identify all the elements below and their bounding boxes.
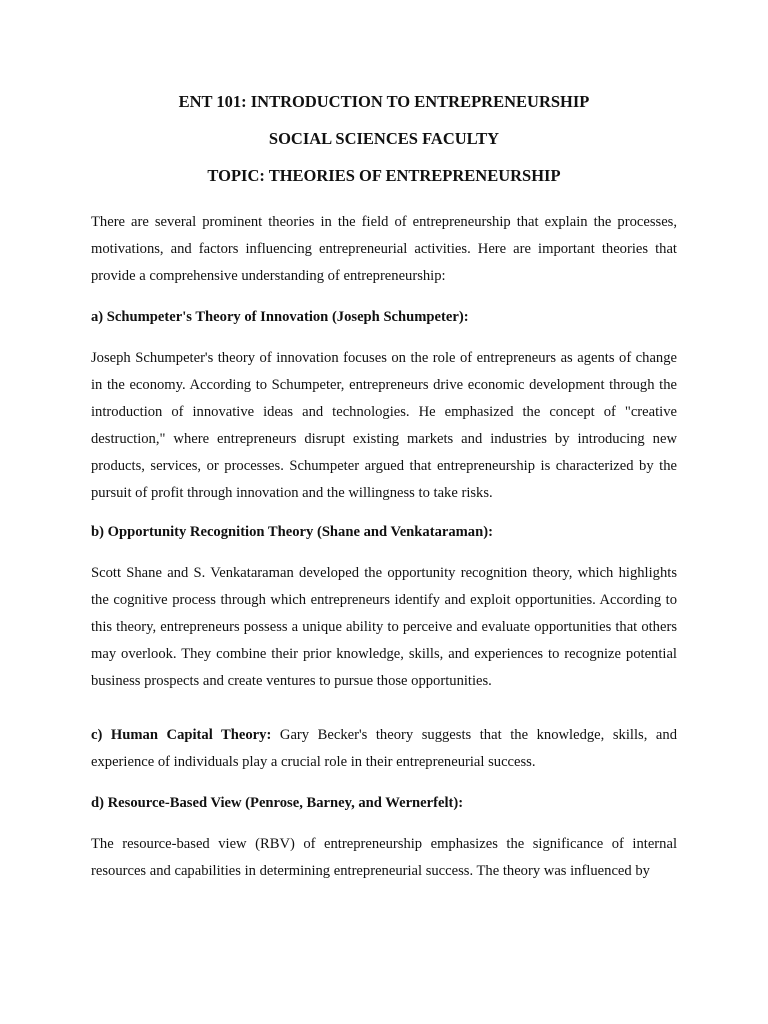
section-c-heading: c) Human Capital Theory: bbox=[91, 727, 272, 743]
intro-paragraph: There are several prominent theories in the field of entrepreneurship that explain the processes, motivations, and factors influencing entrepreneurial activities. Here are important theories that provide a comprehensive understanding of entrepreneurship: bbox=[91, 214, 677, 284]
section-d-heading: d) Resource-Based View (Penrose, Barney, and Wernerfelt): bbox=[91, 795, 464, 811]
topic-title: TOPIC: THEORIES OF ENTREPRENEURSHIP bbox=[207, 166, 561, 185]
section-c-body: Gary Becker's theory suggests that the knowledge, skills, and experience of individuals play a crucial role in their entrepreneurial success. bbox=[91, 727, 677, 770]
section-a-heading: a) Schumpeter's Theory of Innovation (Joseph Schumpeter): bbox=[91, 309, 469, 325]
section-d-paragraph: The resource-based view (RBV) of entrepreneurship emphasizes the significance of internal resources and capabilities in determining entrepreneurial success. The theory was influenced by bbox=[91, 836, 677, 879]
faculty-title: SOCIAL SCIENCES FACULTY bbox=[268, 129, 500, 148]
section-b-paragraph: Scott Shane and S. Venkataraman developed the opportunity recognition theory, which highlights the cognitive process through which entrepreneurs identify and exploit opportunities. According to this theory, entrepreneurs possess a unique ability to perceive and evaluate opportunities that others may overlook. They combine their prior knowledge, skills, and experiences to recognize potential business prospects and create ventures to pursue those opportunities. bbox=[91, 565, 677, 689]
section-b-heading: b) Opportunity Recognition Theory (Shane and Venkataraman): bbox=[91, 524, 493, 540]
section-a-paragraph: Joseph Schumpeter's theory of innovation focuses on the role of entrepreneurs as agents of change in the economy. According to Schumpeter, entrepreneurs drive economic development through the introduction of innovative ideas and technologies. He emphasized the concept of "creative destruction," where entrepreneurs disrupt existing markets and industries by introducing new products, services, or processes. Schumpeter argued that entrepreneurship is characterized by the pursuit of profit through innovation and the willingness to take risks. bbox=[91, 350, 677, 501]
section-c-paragraph bbox=[91, 722, 677, 776]
course-title: ENT 101: INTRODUCTION TO ENTREPRENEURSHIP bbox=[178, 92, 590, 111]
